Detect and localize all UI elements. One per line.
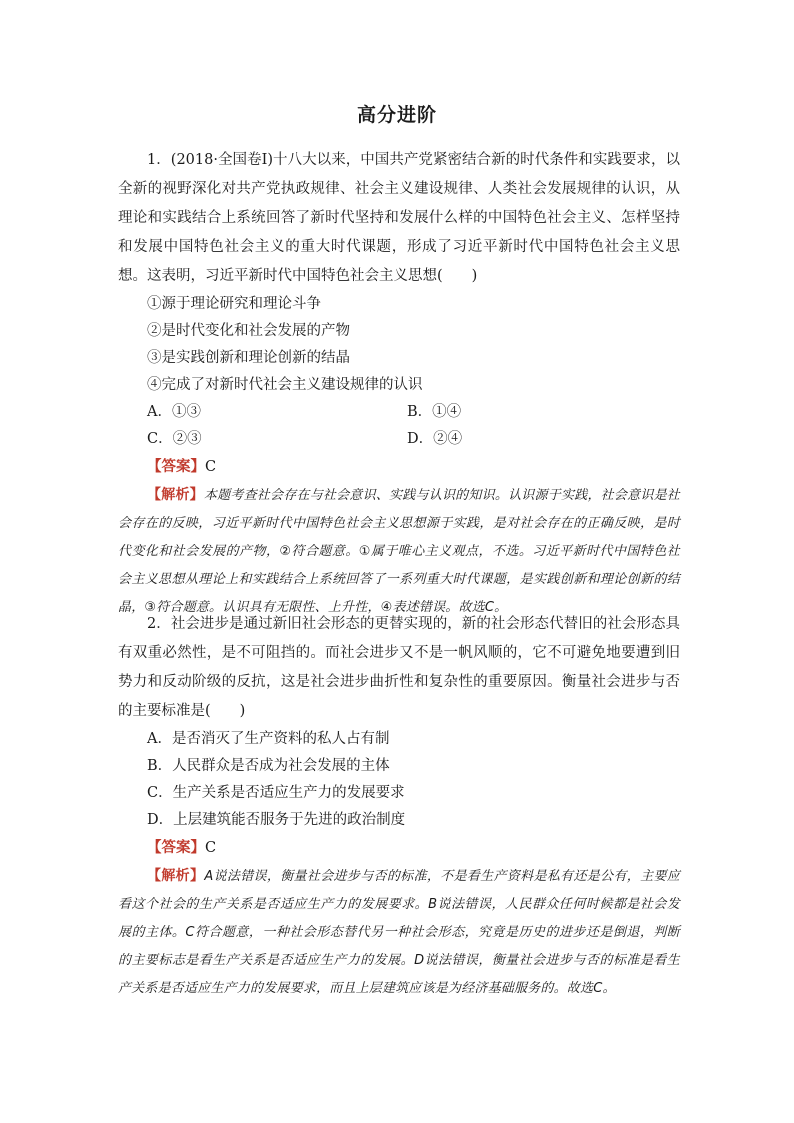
choice-c: C．②③ (147, 431, 202, 447)
question-1 (118, 146, 680, 622)
question-2-choice-c: C．生产关系是否适应生产力的发展要求 (147, 785, 405, 801)
question-2-choice-b: B．人民群众是否成为社会发展的主体 (147, 758, 390, 774)
question-1-choices (118, 399, 680, 453)
analysis-tag: 【解析】 (147, 868, 205, 884)
question-1-answer (118, 453, 680, 481)
choice-a: A．①③ (147, 404, 201, 420)
choice-b: B．①④ (407, 404, 462, 420)
analysis-text: 本题考查社会存在与社会意识、实践与认识的知识。认识源于实践，社会意识是社会存在的反映，习近平新时代中国特色社会主义思想源于实践，是对社会存在的正确反映，是时代变化和社会发展的产物，②符合题意。①属于唯心主义观点，不选。习近平新时代中国特色社会主义思想从理论上和实践结合上系统回答了一系列重大时代课题，是实践创新和理论创新的结晶，③符合题意。认识具有无限性、上升性，④表述错误。故选C。 (118, 488, 680, 615)
question-1-option-3: ③是实践创新和理论创新的结晶 (147, 350, 350, 366)
choice-d: D．②④ (407, 431, 463, 447)
question-1-option-2: ②是时代变化和社会发展的产物 (147, 323, 350, 339)
question-1-stem: 1．(2018·全国卷Ⅰ)十八大以来，中国共产党紧密结合新的时代条件和实践要求，以全新的视野深化对共产党执政规律、社会主义建设规律、人类社会发展规律的认识，从理论和实践结合上系统回答了新时代坚持和发展什么样的中国特色社会主义、怎样坚持和发展中国特色社会主义的重大时代课题，形成了习近平新时代中国特色社会主义思想。这表明，习近平新时代中国特色社会主义思想( ) (118, 152, 680, 284)
question-2-stem: 2．社会进步是通过新旧社会形态的更替实现的，新的社会形态代替旧的社会形态具有双重必然性，是不可阻挡的。而社会进步又不是一帆风顺的，它不可避免地要遭到旧势力和反动阶级的反抗，这是社会进步曲折性和复杂性的重要原因。衡量社会进步与否的主要标准是( ) (118, 616, 680, 719)
question-2-choice-d: D．上层建筑能否服务于先进的政治制度 (147, 812, 406, 828)
analysis-tag: 【解析】 (147, 487, 204, 503)
page-title: 高分进阶 (356, 104, 437, 126)
question-2-answer (118, 834, 680, 862)
question-1-option-1: ①源于理论研究和理论斗争 (147, 296, 321, 312)
question-1-option-4: ④完成了对新时代社会主义建设规律的认识 (147, 377, 423, 393)
answer-value: C (205, 840, 217, 856)
question-2-analysis (118, 862, 680, 1003)
question-1-analysis (118, 481, 680, 622)
answer-tag: 【答案】 (147, 458, 205, 475)
analysis-text: A说法错误，衡量社会进步与否的标准，不是看生产资料是私有还是公有，主要应看这个社会的生产关系是否适应生产力的发展要求。B说法错误，人民群众任何时候都是社会发展的主体。C符合题意，一种社会形态替代另一种社会形态，究竟是历史的进步还是倒退，判断的主要标志是看生产关系是否适应生产力的发展。D说法错误，衡量社会进步与否的标准是看生产关系是否适应生产力的发展要求，而且上层建筑应该是为经济基础服务的。故选C。 (118, 869, 680, 996)
question-2 (118, 610, 680, 1003)
answer-value: C (205, 459, 217, 475)
question-2-choice-a: A．是否消灭了生产资料的私人占有制 (147, 731, 390, 747)
answer-tag: 【答案】 (147, 839, 205, 856)
